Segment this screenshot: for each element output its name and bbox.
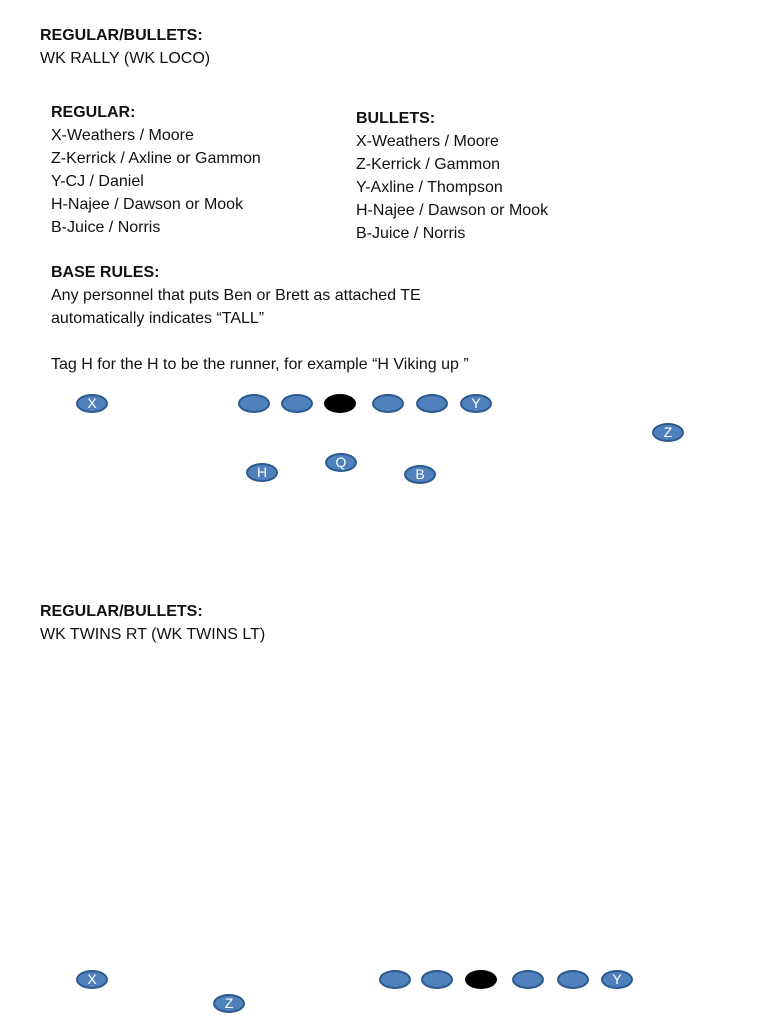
section1-heading: REGULAR/BULLETS:: [40, 27, 203, 44]
player-x: X: [76, 394, 108, 413]
lineman-right-tackle: [416, 394, 448, 413]
bullets-player: H-Najee / Dawson or Mook: [356, 202, 549, 219]
section1-header: [40, 24, 210, 70]
regular-player: X-Weathers / Moore: [51, 127, 194, 144]
bullets-player: B-Juice / Norris: [356, 225, 466, 242]
regular-player: Y-CJ / Daniel: [51, 173, 144, 190]
bullets-title: BULLETS:: [356, 110, 436, 127]
player-b: B: [404, 465, 436, 484]
section1-formation: WK RALLY (WK LOCO): [40, 50, 211, 67]
bullets-player: X-Weathers / Moore: [356, 133, 499, 150]
lineman-left-tackle: [379, 970, 411, 989]
tag-rule-text: Tag H for the H to be the runner, for example “H Viking up ”: [51, 356, 469, 373]
lineman-left-tackle: [238, 394, 270, 413]
base-rules-title: BASE RULES:: [51, 264, 160, 281]
lineman-right-guard: [512, 970, 544, 989]
regular-personnel: [51, 101, 261, 239]
lineman-left-guard: [421, 970, 453, 989]
regular-player: B-Juice / Norris: [51, 219, 161, 236]
regular-player: H-Najee / Dawson or Mook: [51, 196, 244, 213]
tag-rule: [51, 353, 469, 376]
bullets-player: Y-Axline / Thompson: [356, 179, 503, 196]
player-y: Y: [460, 394, 492, 413]
player-z: Z: [652, 423, 684, 442]
base-rules-line: Any personnel that puts Ben or Brett as attached TE: [51, 287, 421, 304]
player-y: Y: [601, 970, 633, 989]
section2-formation: WK TWINS RT (WK TWINS LT): [40, 626, 266, 643]
lineman-right-tackle: [557, 970, 589, 989]
section2-heading: REGULAR/BULLETS:: [40, 603, 203, 620]
base-rules-line: automatically indicates “TALL”: [51, 310, 265, 327]
lineman-right-guard: [372, 394, 404, 413]
regular-title: REGULAR:: [51, 104, 136, 121]
player-h: H: [246, 463, 278, 482]
bullets-player: Z-Kerrick / Gammon: [356, 156, 501, 173]
player-z: Z: [213, 994, 245, 1013]
lineman-left-guard: [281, 394, 313, 413]
player-q: Q: [325, 453, 357, 472]
base-rules: [51, 261, 421, 330]
center-lineman: [324, 394, 356, 413]
section2-header: [40, 600, 265, 646]
player-x: X: [76, 970, 108, 989]
center-lineman: [465, 970, 497, 989]
bullets-personnel: [356, 107, 548, 245]
regular-player: Z-Kerrick / Axline or Gammon: [51, 150, 261, 167]
